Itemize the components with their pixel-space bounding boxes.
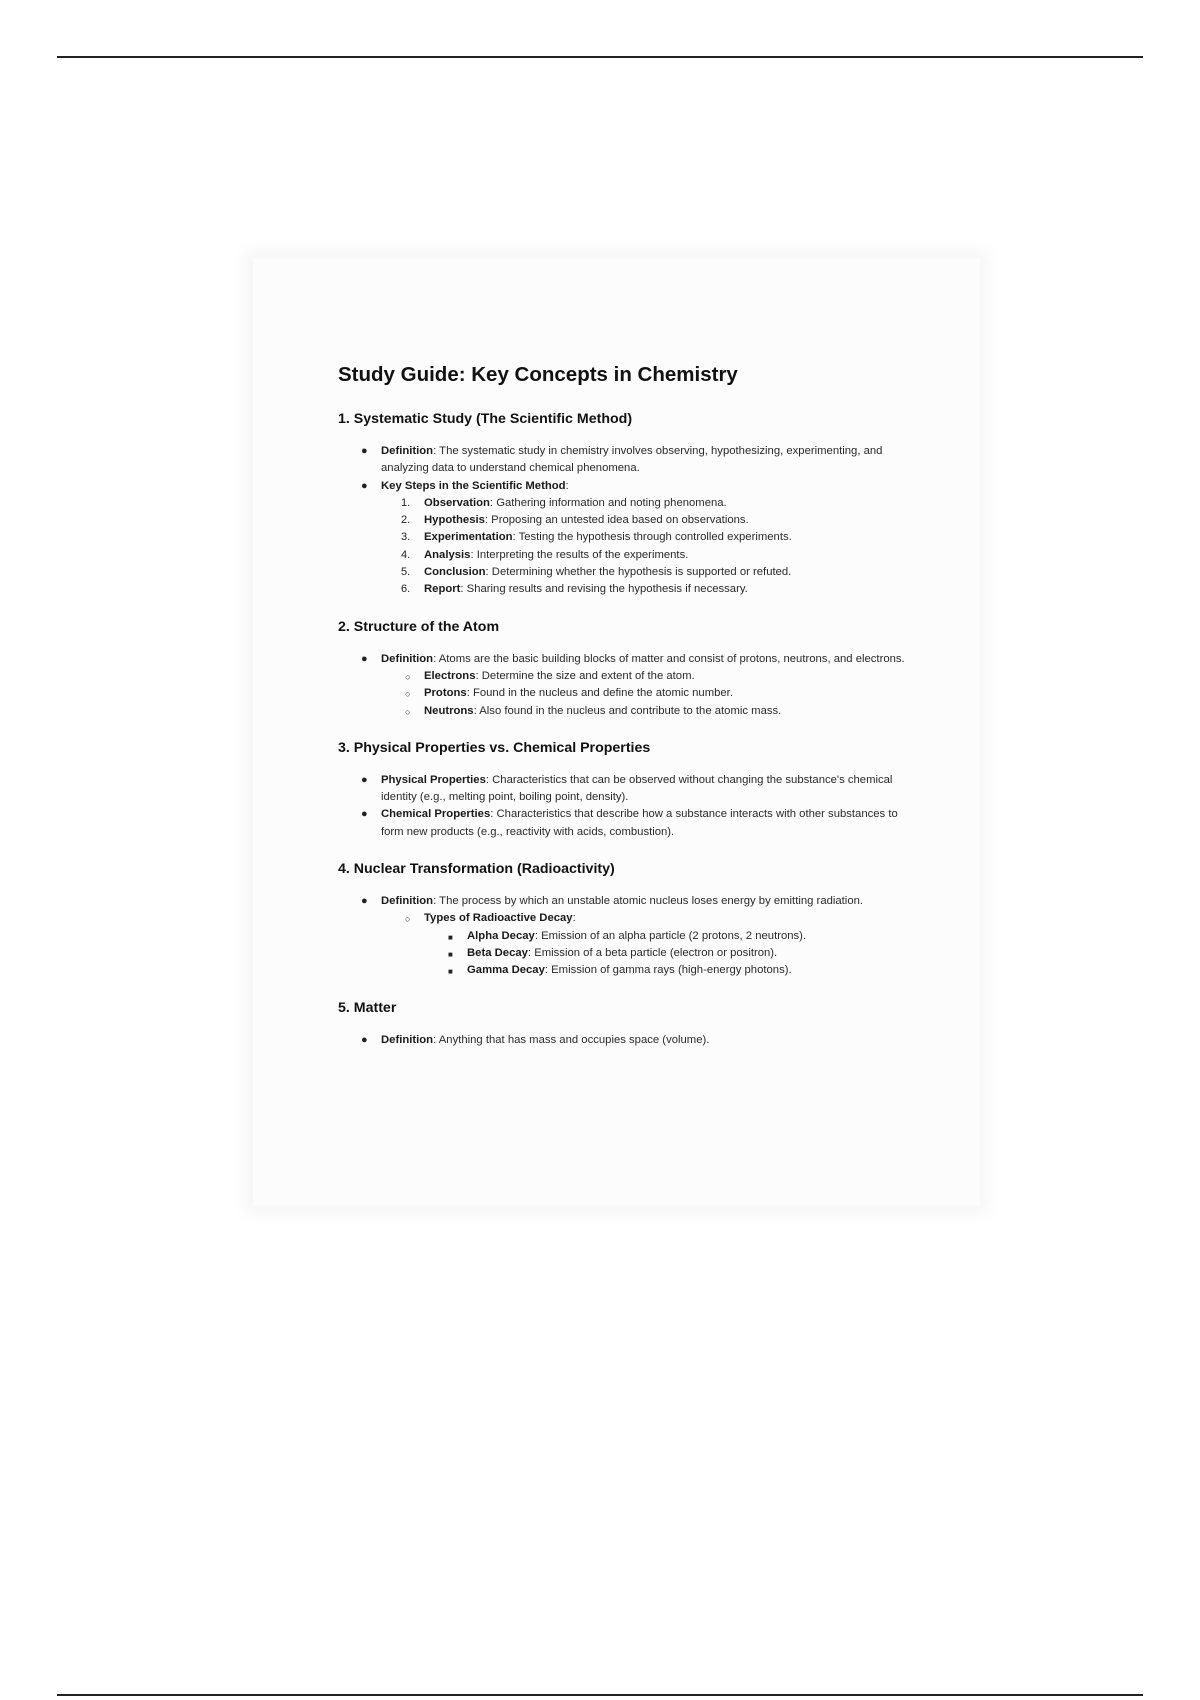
list-item bbox=[381, 512, 918, 529]
list-item bbox=[381, 529, 918, 546]
item-text: : Emission of gamma rays (high-energy photons). bbox=[544, 964, 792, 977]
sub-bullet-list bbox=[381, 910, 918, 979]
item-term: Definition bbox=[381, 445, 434, 457]
number-marker: 2. bbox=[401, 514, 411, 527]
list-item bbox=[381, 581, 918, 598]
bullet-marker: ● bbox=[361, 479, 368, 492]
section-heading: 2. Structure of the Atom bbox=[338, 618, 500, 635]
item-text: : Determine the size and extent of the atom. bbox=[475, 669, 695, 682]
item-term: Gamma Decay bbox=[467, 964, 545, 977]
item-term: Hypothesis bbox=[424, 514, 485, 527]
list-item bbox=[381, 685, 918, 702]
section-heading: 5. Matter bbox=[338, 999, 397, 1016]
item-text: : Atoms are the basic building blocks of matter and consist of protons, neutrons, and electrons. bbox=[433, 652, 905, 665]
section-atom-structure bbox=[338, 617, 918, 720]
item-term: Definition bbox=[381, 652, 434, 665]
circle-marker: ○ bbox=[405, 689, 411, 700]
bullet-marker: ● bbox=[361, 808, 368, 821]
item-term: Key Steps in the Scientific Method bbox=[381, 479, 566, 492]
list-item bbox=[338, 806, 918, 841]
item-term: Protons bbox=[424, 687, 467, 700]
item-text: : Interpreting the results of the experiments. bbox=[470, 548, 689, 561]
bullet-list bbox=[338, 772, 918, 841]
item-text: : Anything that has mass and occupies space (volume). bbox=[433, 1033, 710, 1046]
item-term: Analysis bbox=[424, 548, 471, 561]
list-item bbox=[381, 547, 918, 564]
item-text: : Testing the hypothesis through controlled experiments. bbox=[512, 531, 792, 544]
item-term: Definition bbox=[381, 1033, 434, 1046]
list-item bbox=[381, 668, 918, 685]
section-scientific-method bbox=[338, 409, 918, 599]
item-term: Report bbox=[424, 583, 461, 596]
item-text: : Found in the nucleus and define the atomic number. bbox=[466, 687, 733, 700]
bullet-marker: ● bbox=[361, 652, 368, 665]
page-top-rule bbox=[57, 56, 1143, 58]
item-text: : Sharing results and revising the hypothesis if necessary. bbox=[460, 583, 748, 596]
item-text: : Characteristics that can be observed without changing the substance's chemical identity (e.g., melting point, boiling point, density). bbox=[381, 773, 893, 804]
number-marker: 1. bbox=[401, 496, 411, 509]
bullet-marker: ● bbox=[361, 895, 368, 908]
item-term: Electrons bbox=[424, 669, 476, 682]
section-heading: 1. Systematic Study (The Scientific Method) bbox=[338, 411, 633, 427]
number-marker: 5. bbox=[401, 566, 411, 579]
item-text: : Gathering information and noting phenomena. bbox=[489, 496, 727, 509]
section-heading: 4. Nuclear Transformation (Radioactivity) bbox=[338, 861, 615, 878]
item-text: : Emission of a beta particle (electron or positron). bbox=[527, 946, 778, 959]
list-item bbox=[338, 443, 918, 478]
bullet-list bbox=[338, 443, 918, 599]
item-text: : bbox=[572, 912, 576, 925]
list-item bbox=[381, 703, 918, 720]
list-item bbox=[338, 651, 918, 720]
section-matter bbox=[338, 998, 918, 1049]
item-text: : bbox=[565, 479, 569, 492]
list-item bbox=[381, 564, 918, 581]
list-item bbox=[424, 928, 918, 945]
list-item bbox=[381, 910, 918, 979]
document-title: Study Guide: Key Concepts in Chemistry bbox=[338, 363, 738, 386]
square-marker: ■ bbox=[448, 932, 453, 942]
item-term: Neutrons bbox=[424, 704, 474, 717]
square-marker: ■ bbox=[448, 967, 453, 977]
section-radioactivity bbox=[338, 859, 918, 979]
list-item bbox=[338, 478, 918, 599]
section-heading: 3. Physical Properties vs. Chemical Properties bbox=[338, 739, 651, 756]
item-term: Physical Properties bbox=[381, 773, 486, 786]
number-marker: 6. bbox=[401, 583, 411, 596]
sub-bullet-list bbox=[381, 668, 918, 720]
item-text: : Emission of an alpha particle (2 protons, 2 neutrons). bbox=[534, 929, 807, 942]
item-text: : Characteristics that describe how a substance interacts with other substances to form new products (e.g., reactivity with acids, combustion). bbox=[381, 808, 898, 838]
item-term: Experimentation bbox=[424, 531, 513, 544]
bullet-marker: ● bbox=[361, 773, 368, 786]
item-text: : The process by which an unstable atomic nucleus loses energy by emitting radiation. bbox=[433, 895, 864, 908]
number-marker: 3. bbox=[401, 531, 411, 544]
item-term: Types of Radioactive Decay bbox=[424, 912, 573, 925]
bullet-list bbox=[338, 893, 918, 979]
page-bottom-rule bbox=[57, 1694, 1143, 1696]
item-text: : Determining whether the hypothesis is supported or refuted. bbox=[485, 566, 792, 579]
item-term: Conclusion bbox=[424, 566, 486, 579]
bullet-marker: ● bbox=[361, 1033, 368, 1046]
circle-marker: ○ bbox=[405, 706, 411, 717]
item-term: Definition bbox=[381, 895, 434, 908]
item-text: : Proposing an untested idea based on observations. bbox=[484, 514, 749, 527]
list-item bbox=[338, 772, 918, 807]
item-term: Beta Decay bbox=[467, 946, 528, 959]
bullet-list bbox=[338, 1032, 918, 1049]
list-item bbox=[338, 893, 918, 979]
list-item bbox=[424, 962, 918, 979]
bullet-marker: ● bbox=[361, 445, 368, 457]
item-term: Chemical Properties bbox=[381, 808, 491, 821]
square-marker: ■ bbox=[448, 949, 453, 959]
numbered-list bbox=[381, 495, 918, 599]
circle-marker: ○ bbox=[405, 671, 411, 682]
list-item bbox=[424, 945, 918, 962]
list-item bbox=[381, 495, 918, 512]
item-term: Observation bbox=[424, 496, 490, 509]
list-item bbox=[338, 1032, 918, 1049]
item-text: : The systematic study in chemistry involves observing, hypothesizing, experimenting, and analyzing data to understand chemical phenomena. bbox=[381, 445, 883, 475]
section-properties bbox=[338, 738, 918, 841]
study-guide-document bbox=[338, 362, 918, 1067]
item-term: Alpha Decay bbox=[467, 929, 535, 942]
number-marker: 4. bbox=[401, 548, 411, 561]
sub-sub-bullet-list bbox=[424, 928, 918, 980]
bullet-list bbox=[338, 651, 918, 720]
item-text: : Also found in the nucleus and contribute to the atomic mass. bbox=[473, 704, 782, 717]
circle-marker: ○ bbox=[405, 914, 411, 925]
